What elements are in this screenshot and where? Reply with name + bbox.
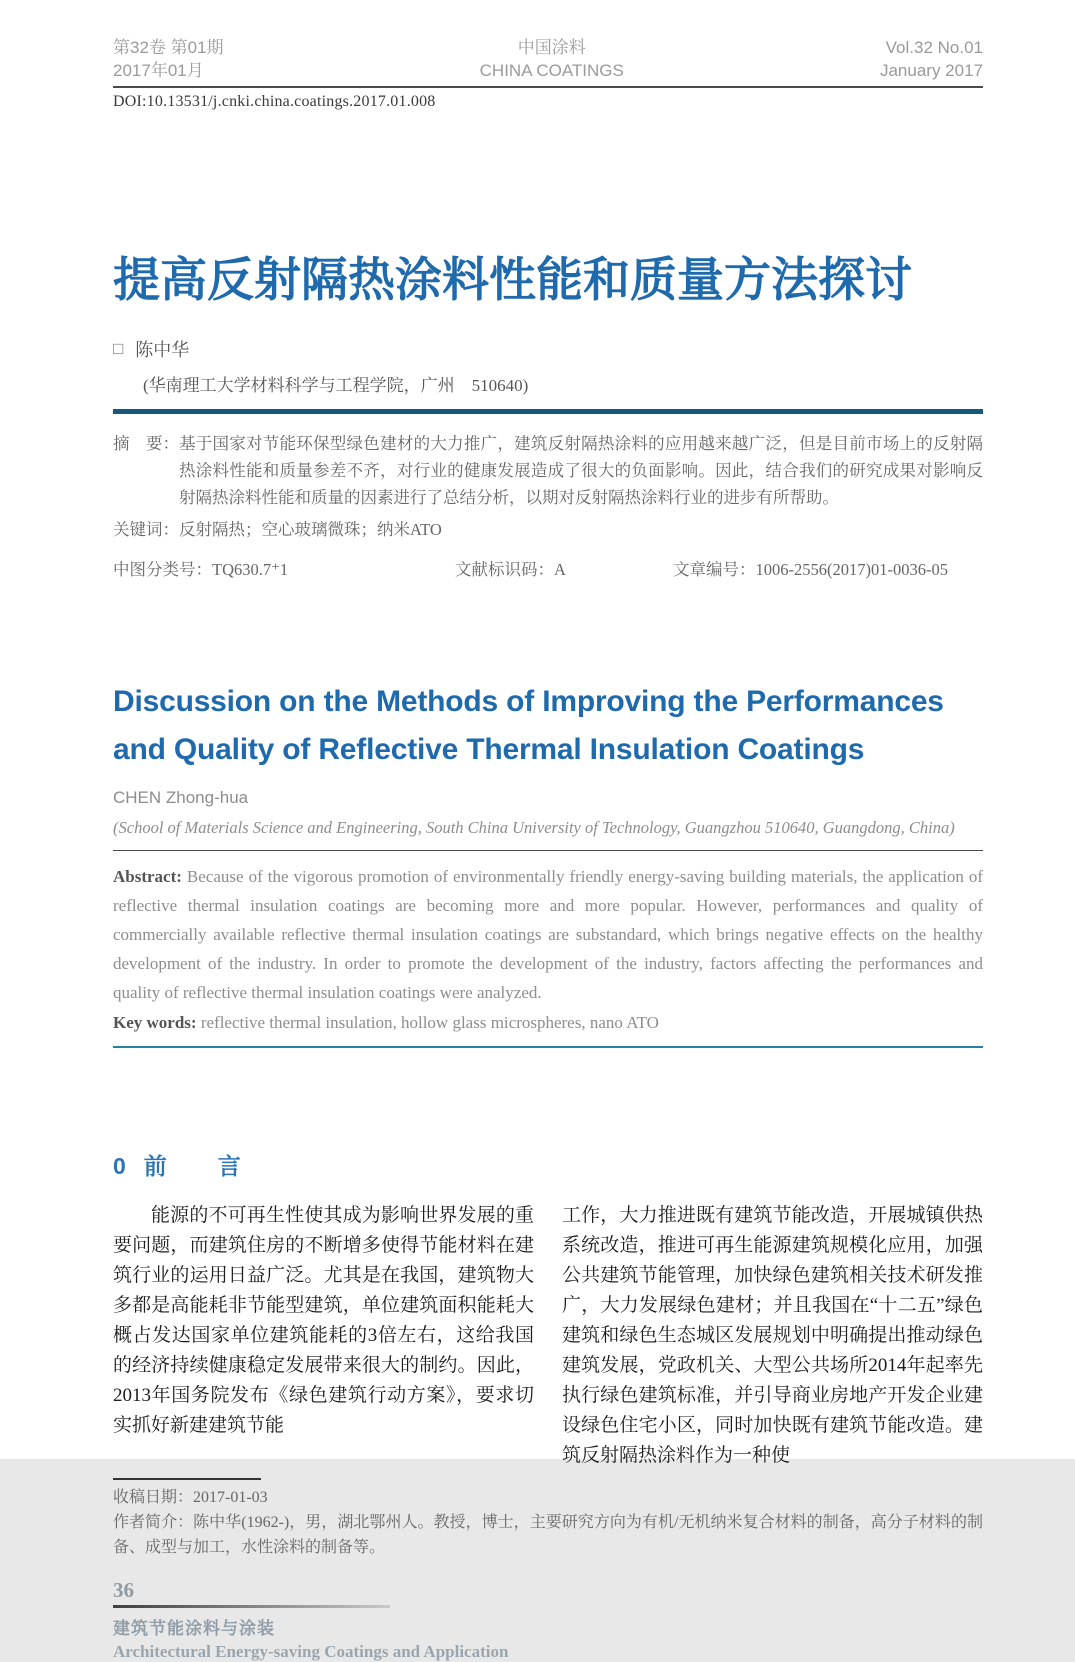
abstract-en	[113, 862, 983, 1007]
abstract-en-text: Because of the vigorous promotion of environmentally friendly energy-saving building materials, the application of reflective thermal insulation coatings are becoming more and more popular. However, performances and quality of commercially available reflective thermal insulation coatings are substandard, which brings negative effects on the healthy development of the industry. In order to promote the development of the industry, factors affecting the performances and quality of reflective thermal insulation coatings were analyzed.	[113, 867, 983, 1002]
divider-teal	[113, 1046, 983, 1048]
body-column-right	[562, 1201, 983, 1471]
article-id-value: 1006-2556(2017)01-0036-05	[755, 560, 948, 579]
received-date-label: 收稿日期：	[113, 1489, 194, 1506]
clc-value: TQ630.7⁺1	[212, 560, 289, 579]
article-title-cn: 提高反射隔热涂料性能和质量方法探讨	[113, 253, 912, 306]
clc-number	[113, 556, 455, 580]
header-left	[113, 36, 224, 82]
footer-column-title-en: Architectural Energy-saving Coatings and Application	[113, 1642, 509, 1661]
body-columns	[113, 1201, 983, 1471]
meta-row	[113, 556, 983, 580]
abstract-cn-label: 摘 要：	[113, 434, 179, 453]
document-code	[455, 556, 673, 580]
author-square-icon: □	[113, 339, 124, 358]
author-bio-label: 作者简介：	[113, 1514, 194, 1531]
footer-divider	[113, 1605, 390, 1608]
body-paragraph-right: 工作，大力推进既有建筑节能改造，开展城镇供热系统改造，推进可再生能源建筑规模化应用，加强公共建筑节能管理，加快绿色建筑相关技术研发推广，大力发展绿色建材；并且我国在“十二五”绿色建筑和绿色生态城区发展规划中明确提出推动绿色建筑发展，党政机关、大型公共场所2014年起率先执行绿色建筑标准，并引导商业房地产开发企业建设绿色住宅小区，同时加快既有建筑节能改造。建筑反射隔热涂料作为一种使	[562, 1205, 983, 1466]
keywords-cn-label: 关键词：	[113, 520, 179, 539]
abstract-cn-text: 基于国家对节能环保型绿色建材的大力推广，建筑反射隔热涂料的应用越来越广泛，但是目前市场上的反射隔热涂料性能和质量参差不齐，对行业的健康发展造成了很大的负面影响。因此，结合我们的研究成果对影响反射隔热涂料性能和质量的因素进行了总结分析，以期对反射隔热涂料行业的进步有所帮助。	[179, 434, 983, 507]
article-id	[673, 556, 948, 580]
volume-issue-cn: 第32卷 第01期	[113, 38, 224, 57]
divider-thin	[113, 850, 983, 851]
journal-name-cn: 中国涂料	[517, 38, 586, 57]
body-paragraph-left: 能源的不可再生性使其成为影响世界发展的重要问题，而建筑住房的不断增多使得节能材料在建筑行业的运用日益广泛。尤其是在我国，建筑物大多都是高能耗非节能型建筑，单位建筑面积能耗大概占发达国家单位建筑能耗的3倍左右，这给我国的经济持续健康稳定发展带来很大的制约。因此，2013年国务院发布《绿色建筑行动方案》，要求切实抓好新建建筑节能	[113, 1205, 534, 1436]
affiliation-en: (School of Materials Science and Engineering, South China University of Technology, Guangzhou 510640, Guangdong, China)	[113, 818, 955, 837]
page-number: 36	[113, 1578, 134, 1602]
doc-code-value: A	[554, 560, 566, 579]
page-footer	[113, 1578, 983, 1662]
received-date-value: 2017-01-03	[193, 1489, 268, 1506]
footnotes	[113, 1485, 983, 1560]
abstract-cn	[113, 430, 983, 511]
article-id-label: 文章编号：	[673, 560, 756, 579]
doc-code-label: 文献标识码：	[455, 560, 554, 579]
author-name-cn: 陈中华	[135, 340, 190, 360]
section-title: 前 言	[143, 1153, 255, 1179]
keywords-en-label: Key words:	[113, 1013, 197, 1032]
journal-header	[113, 36, 983, 88]
footer-column-title-cn: 建筑节能涂料与涂装	[113, 1619, 275, 1638]
received-date	[113, 1485, 983, 1510]
author-row	[113, 336, 983, 362]
article-title-en: Discussion on the Methods of Improving the Performances and Quality of Reflective Thermal Insulation Coatings	[113, 685, 944, 766]
footnote-divider	[113, 1478, 261, 1480]
header-right	[880, 36, 983, 82]
divider-thick	[113, 409, 983, 414]
author-name-en: CHEN Zhong-hua	[113, 788, 249, 807]
date-en: January 2017	[879, 61, 983, 80]
date-cn: 2017年01月	[113, 61, 204, 80]
journal-name-en: CHINA COATINGS	[479, 61, 624, 80]
doi-line: DOI:10.13531/j.cnki.china.coatings.2017.01.008	[113, 93, 436, 110]
body-column-left	[113, 1201, 534, 1471]
affiliation-cn: (华南理工大学材料科学与工程学院，广州 510640)	[143, 376, 529, 395]
author-bio-text: 陈中华(1962-)，男，湖北鄂州人。教授，博士，主要研究方向为有机/无机纳米复合材料的制备，高分子材料的制备、成型与加工，水性涂料的制备等。	[113, 1514, 983, 1556]
author-bio	[113, 1510, 983, 1560]
section-number: 0	[113, 1153, 126, 1179]
abstract-en-label: Abstract:	[113, 867, 182, 886]
header-center	[480, 36, 624, 82]
section-heading	[113, 1148, 983, 1181]
volume-issue-en: Vol.32 No.01	[885, 38, 983, 57]
keywords-en	[113, 1008, 983, 1037]
keywords-cn-text: 反射隔热；空心玻璃微珠；纳米ATO	[179, 520, 442, 539]
clc-label: 中图分类号：	[113, 560, 212, 579]
keywords-en-text: reflective thermal insulation, hollow glass microspheres, nano ATO	[196, 1013, 659, 1032]
keywords-cn	[113, 516, 983, 543]
